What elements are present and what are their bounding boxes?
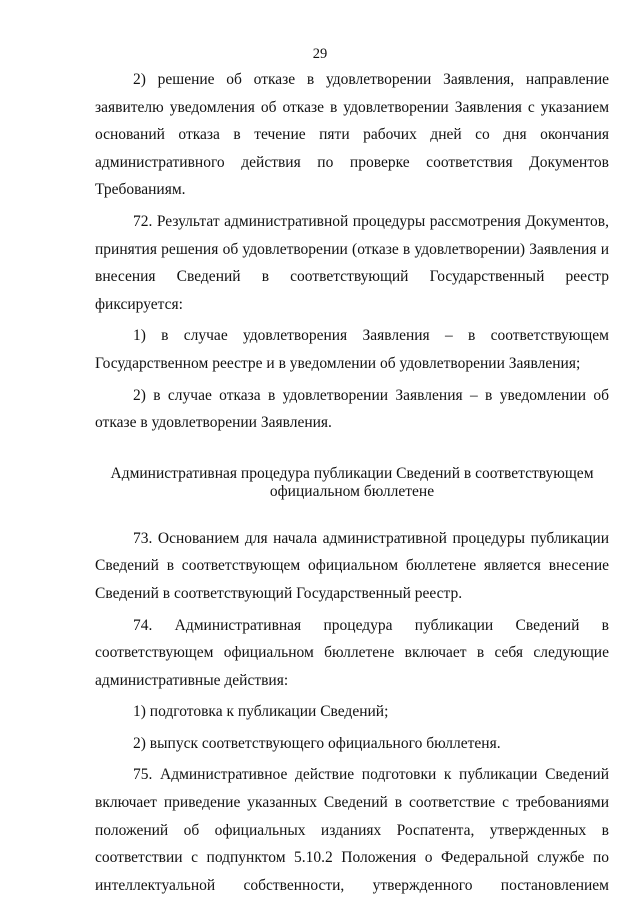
section-heading-line-1: Административная процедура публикации Сведений в соответствующем (110, 464, 594, 482)
paragraph-72: 72. Результат административной процедуры рассмотрения Документов, принятия решения об удовлетворении (отказе в удовлетворении) Заявления и внесения Сведений в соответствующий Государственный реестр фиксируется: (95, 212, 609, 313)
section-heading-line-2: официальном бюллетене (269, 482, 435, 500)
paragraph-72-1: 1) в случае удовлетворения Заявления – в соответствующем Государственном реестре и в уведомлении об удовлетворении Заявления; (95, 327, 609, 372)
section-heading (95, 465, 609, 501)
paragraph-74: 74. Административная процедура публикации Сведений в соответствующем официальном бюллетене включает в себя следующие административные действия: (95, 616, 609, 689)
paragraph-72-2: 2) в случае отказа в удовлетворении Заявления – в уведомлении об отказе в удовлетворении Заявления. (95, 386, 609, 432)
page-number: 29 (312, 46, 328, 62)
paragraph-71-2: 2) решение об отказе в удовлетворении Заявления, направление заявителю уведомления об отказе в удовлетворении Заявления с указанием оснований отказа в течение пяти рабочих дней со дня окончания административного действия по проверке соответствия Документов Требованиям. (95, 71, 609, 199)
paragraph-74-2: 2) выпуск соответствующего официального бюллетеня. (133, 734, 501, 752)
document-body (95, 66, 609, 899)
paragraph-73: 73. Основанием для начала административной процедуры публикации Сведений в соответствующем официальном бюллетене является внесение Сведений в соответствующий Государственный реестр. (95, 529, 609, 602)
paragraph-74-1: 1) подготовка к публикации Сведений; (133, 703, 389, 721)
paragraph-75: 75. Административное действие подготовки к публикации Сведений включает приведение указанных Сведений в соответствие с требованиями положений об официальных изданиях Роспатента, утвержденных в соответствии с подпунктом 5.10.2 Положения о Федеральной службе по интеллектуальной собственности, утвержденного постановлением (95, 766, 609, 894)
